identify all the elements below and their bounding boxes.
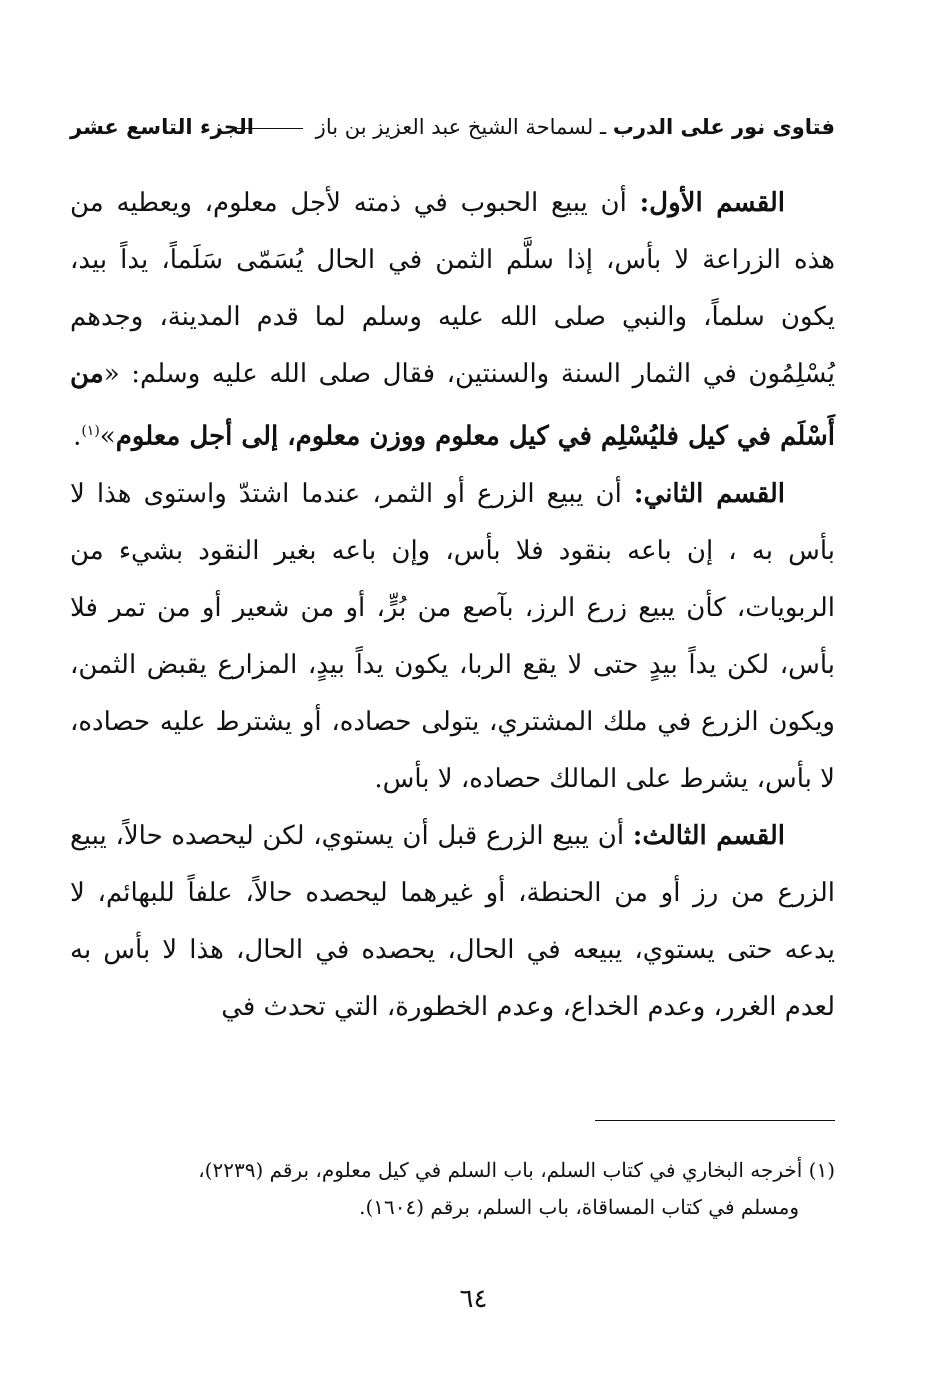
book-title: فتاوى نور على الدرب <box>612 115 835 139</box>
running-header <box>70 112 835 142</box>
footnote <box>70 1152 835 1226</box>
volume-title: الجزء التاسع عشر <box>70 115 254 139</box>
body-text <box>70 175 835 1036</box>
page-number: ٦٤ <box>459 1284 488 1314</box>
paragraph-third-section <box>70 808 835 1036</box>
footnote-line: ومسلم في كتاب المساقاة، باب السلم، برقم (١٦٠٤). <box>359 1195 799 1219</box>
paragraph-end: . <box>73 421 82 452</box>
footnote-reference: (١) <box>81 423 100 439</box>
section-label: القسم الأول: <box>639 188 785 218</box>
header-dash: ـ <box>600 115 607 139</box>
paragraph-second-section <box>70 466 835 808</box>
author-name: لسماحة الشيخ عبد العزيز بن باز <box>315 115 594 139</box>
paragraph-text: أن يبيع الزرع قبل أن يستوي، لكن ليحصده حالاً، يبيع الزرع من رز أو من الحنطة، أو غيرهما ليحصده حالاً، علفاً للبهائم، لا يدعه حتى يستوي، يبيعه في الحال، يحصده في الحال، هذا لا بأس به لعدم الغرر، وعدم الخداع، وعدم الخطورة، التي تحدث في <box>70 820 835 1022</box>
quote-close: » <box>99 421 116 452</box>
hadith-quote: من أَسْلَم في كيل فليُسْلِم في كيل معلوم ووزن معلوم، إلى أجل معلوم <box>70 359 835 452</box>
paragraph-text: أن يبيع الحبوب في ذمته لأجل معلوم، ويعطيه من هذه الزراعة لا بأس، إذا سلَّم الثمن في الحال يُسَمّى سَلَماً، يداً بيد، يكون سلماً، والنبي صلى الله عليه وسلم لما قدم المدينة، وجدهم يُسْلِمُون في الثمار السنة والسنتين، فقال صلى الله عليه وسلم: « <box>70 188 835 389</box>
section-label: القسم الثاني: <box>633 478 785 509</box>
paragraph-first-section <box>70 175 835 466</box>
footnote-line: (١) أخرجه البخاري في كتاب السلم، باب السلم في كيل معلوم، برقم (٢٢٣٩)، <box>198 1158 835 1182</box>
paragraph-text: أن يبيع الزرع أو الثمر، عندما اشتدّ واستوى هذا لا بأس به ، إن باعه بنقود فلا بأس، وإن باعه بغير النقود بشيء من الربويات، كأن يبيع زرع الرز، بآصع من بُرٍّ، أو من شعير أو من تمر فلا بأس، لكن يداً بيدٍ حتى لا يقع الربا، يكون يداً بيدٍ، المزارع يقبض الثمن، ويكون الزرع في ملك المشتري، يتولى حصاده، أو يشترط عليه حصاده، لا بأس، يشرط على المالك حصاده، لا بأس. <box>70 478 835 794</box>
section-label: القسم الثالث: <box>632 820 785 851</box>
footnote-separator <box>595 1120 835 1121</box>
